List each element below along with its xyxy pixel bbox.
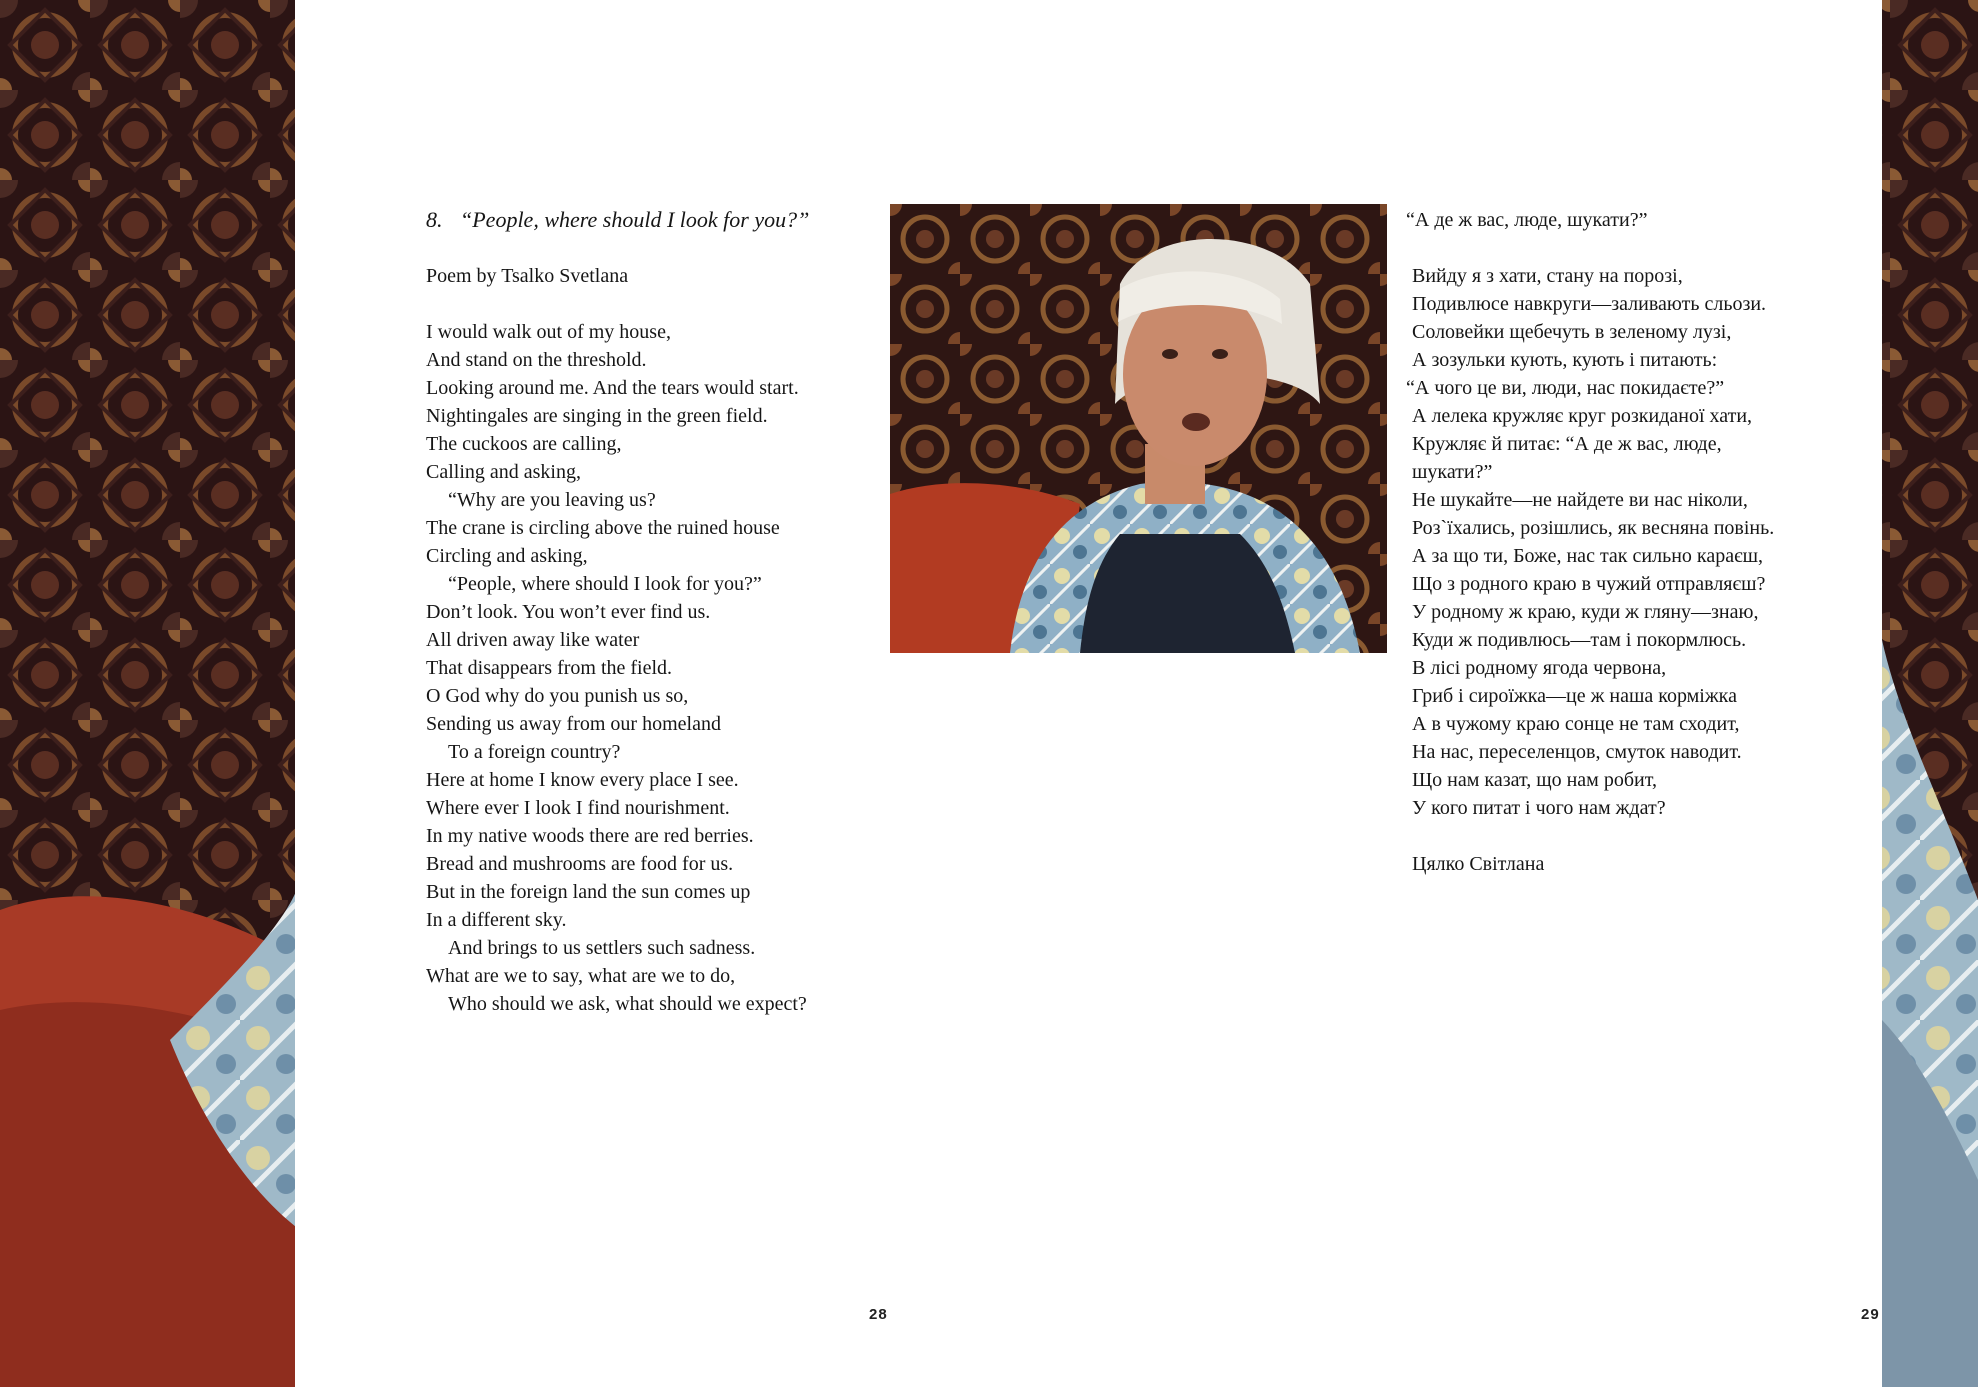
portrait-photo [890,204,1387,653]
poem-line: “Why are you leaving us? [448,489,656,511]
poem-title-text: “People, where should I look for you?” [460,207,810,232]
ukrainian-line: У кого питат і чого нам ждат? [1412,797,1666,819]
ukrainian-line: Що з родного краю в чужий отправляєш? [1412,573,1766,595]
poem-line: And brings to us settlers such sadness. [448,937,756,959]
poem-line: What are we to say, what are we to do, [426,965,736,987]
poem-line: Looking around me. And the tears would start. [426,377,799,399]
poem-line: O God why do you punish us so, [426,685,689,707]
ukrainian-line: На нас, переселенцов, смуток наводит. [1412,741,1742,763]
poem-line: Sending us away from our homeland [426,713,721,735]
poem-line: But in the foreign land the sun comes up [426,881,751,903]
book-spread [295,0,1882,1387]
poem-line: Calling and asking, [426,461,581,483]
poem-line: The crane is circling above the ruined house [426,517,780,539]
ukrainian-line: А зозульки кують, кують і питають: [1412,349,1718,371]
ukrainian-title: “А де ж вас, люде, шукати?” [1406,209,1648,231]
ukrainian-line: Що нам казат, що нам робит, [1412,769,1657,791]
ukrainian-line: А лелека кружляє круг розкиданої хати, [1412,405,1753,427]
poem-line: Here at home I know every place I see. [426,769,739,791]
ukrainian-line: Роз`їхались, розішлись, як весняна повінь. [1412,517,1775,539]
poem-line: Nightingales are singing in the green field. [426,405,768,427]
ukrainian-line: “А чого це ви, люди, нас покидаєте?” [1406,377,1725,399]
poem-title [426,206,866,234]
ukrainian-line: У родному ж краю, куди ж гляну—знаю, [1412,601,1759,623]
ukrainian-line: Кружляє й питає: “А де ж вас, люде, [1412,433,1722,455]
poem-line: I would walk out of my house, [426,321,671,343]
ukrainian-line: Не шукайте—не найдете ви нас ніколи, [1412,489,1748,511]
poem-line: And stand on the threshold. [426,349,647,371]
page-number-right: 29 [1861,1306,1880,1323]
poem-line: In a different sky. [426,909,567,931]
ukrainian-line: Куди ж подивлюсь—там і покормлюсь. [1412,629,1747,651]
poem-lines [426,318,866,1018]
ukrainian-line: Подивлюсе навкруги—заливають сльози. [1412,293,1767,315]
ukrainian-line: Вийду я з хати, стану на порозі, [1412,265,1683,287]
ukrainian-line: Соловейки щебечуть в зеленому лузі, [1412,321,1732,343]
poem-line: “People, where should I look for you?” [448,573,762,595]
poem-line: All driven away like water [426,629,640,651]
ukrainian-line: А за що ти, Боже, нас так сильно караєш, [1412,545,1764,567]
poem-line: Where ever I look I find nourishment. [426,797,730,819]
poem-line: Bread and mushrooms are food for us. [426,853,734,875]
ukrainian-line: шукати?” [1412,461,1493,483]
poem-line: To a foreign country? [448,741,621,763]
poem-line: That disappears from the field. [426,657,673,679]
ukrainian-line: В лісі родному ягода червона, [1412,657,1667,679]
english-poem [426,206,866,1018]
ukrainian-line: Гриб і сироїжка—це ж наша корміжка [1412,685,1737,707]
ukrainian-lines [1406,262,1852,822]
poem-line: In my native woods there are red berries. [426,825,754,847]
ukrainian-author: Цялко Світлана [1412,853,1545,875]
poem-line: Who should we ask, what should we expect? [448,993,807,1015]
poem-line: Don’t look. You won’t ever find us. [426,601,711,623]
page-number-left: 28 [869,1306,888,1323]
poem-line: Circling and asking, [426,545,588,567]
ukrainian-line: А в чужому краю сонце не там сходит, [1412,713,1740,735]
poem-number: 8. [426,207,443,232]
poem-byline: Poem by Tsalko Svetlana [426,265,629,287]
poem-line: The cuckoos are calling, [426,433,622,455]
ukrainian-poem [1406,206,1852,878]
